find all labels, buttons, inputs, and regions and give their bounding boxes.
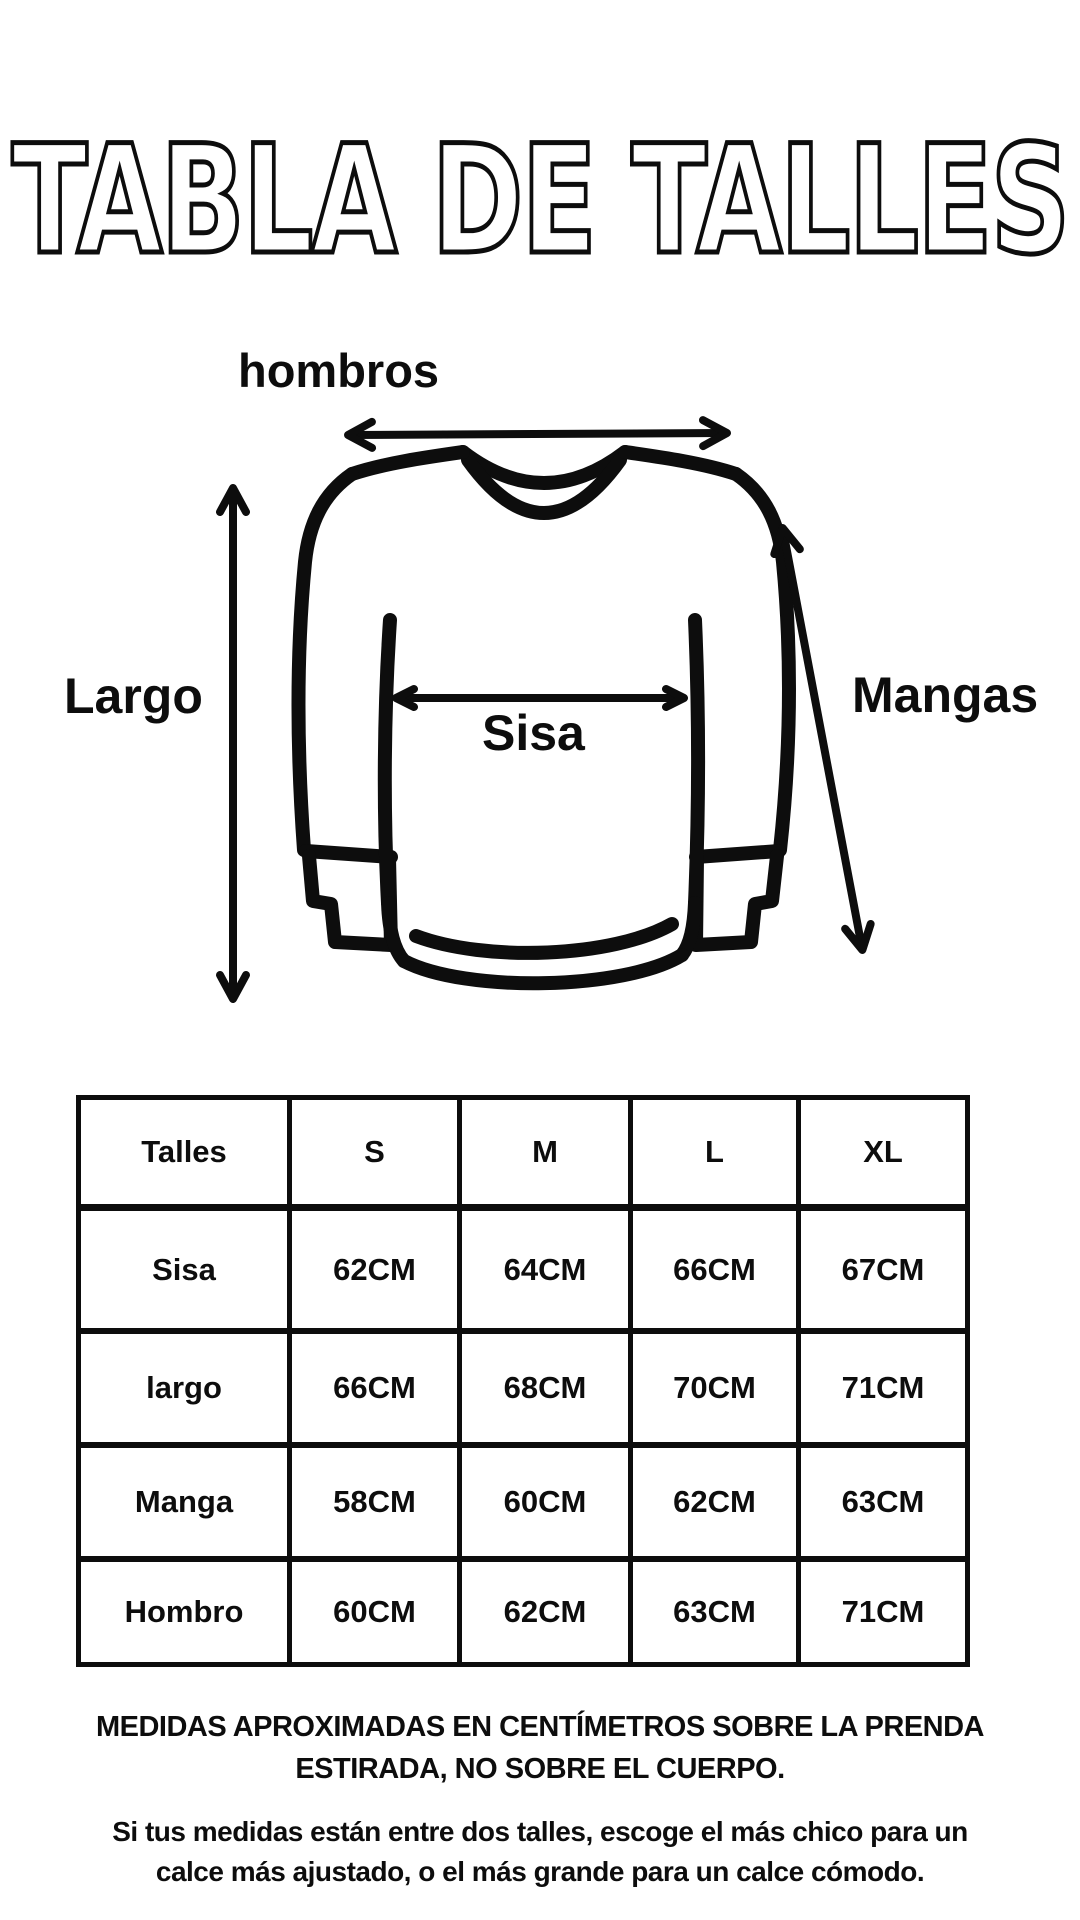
table-cell: 68CM	[462, 1334, 633, 1448]
table-cell: 70CM	[633, 1334, 801, 1448]
largo-label: Largo	[64, 668, 203, 724]
table-cell: 60CM	[462, 1448, 633, 1562]
table-cell: 66CM	[633, 1211, 801, 1334]
page-title: TABLA DE TALLES	[11, 114, 1069, 288]
table-cell: 64CM	[462, 1211, 633, 1334]
table-cell: 62CM	[633, 1448, 801, 1562]
row-label-largo: largo	[81, 1334, 292, 1448]
table-header-talles: Talles	[81, 1100, 292, 1211]
table-cell: 71CM	[801, 1562, 965, 1662]
table-cell: 71CM	[801, 1334, 965, 1448]
fit-advice: Si tus medidas están entre dos talles, escoge el más chico para un calce más ajustado, o el más grande para un calce cómodo.	[112, 1816, 968, 1887]
measurement-disclaimer: MEDIDAS APROXIMADAS EN CENTÍMETROS SOBRE LA PRENDA ESTIRADA, NO SOBRE EL CUERPO.	[95, 1711, 985, 1785]
table-cell: 62CM	[292, 1211, 462, 1334]
table-header-l: L	[633, 1100, 801, 1211]
table-header-m: M	[462, 1100, 633, 1211]
hombros-label: hombros	[238, 344, 440, 397]
table-header-s: S	[292, 1100, 462, 1211]
table-cell: 66CM	[292, 1334, 462, 1448]
row-label-hombro: Hombro	[81, 1562, 292, 1662]
size-table	[76, 1095, 970, 1667]
hombros-arrow	[350, 433, 725, 435]
table-cell: 60CM	[292, 1562, 462, 1662]
mangas-label: Mangas	[852, 667, 1039, 723]
table-cell: 62CM	[462, 1562, 633, 1662]
table-cell: 58CM	[292, 1448, 462, 1562]
row-label-manga: Manga	[81, 1448, 292, 1562]
table-cell: 63CM	[801, 1448, 965, 1562]
row-label-sisa: Sisa	[81, 1211, 292, 1334]
table-cell: 67CM	[801, 1211, 965, 1334]
table-header-xl: XL	[801, 1100, 965, 1211]
sisa-label: Sisa	[482, 705, 585, 761]
table-cell: 63CM	[633, 1562, 801, 1662]
